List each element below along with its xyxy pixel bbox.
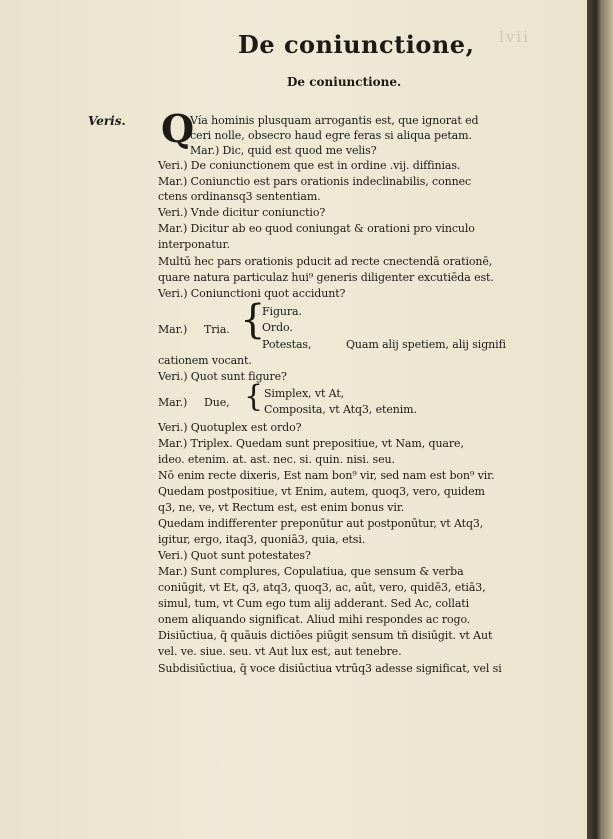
answer-text: Tria. xyxy=(204,323,230,336)
book-gutter xyxy=(587,0,613,839)
text-line: Veri.) De coniunctionem que est in ordine .vij. diffinias. xyxy=(158,159,461,172)
text-line: Veri.) Quot sunt potestates? xyxy=(158,549,311,562)
text-line: Mar.) Dic, quid est quod me velis? xyxy=(190,144,377,157)
brace-item: Figura. xyxy=(262,305,302,318)
drop-initial: Q xyxy=(161,106,195,151)
text-line: Veri.) Quot sunt figure? xyxy=(158,370,287,383)
text-line: Mar.) Triplex. Quedam sunt prepositiue, vt Nam, quare, xyxy=(158,437,464,450)
brace-glyph: { xyxy=(240,297,266,343)
text-line: Nō enim recte dixeris, Est nam bon⁹ vir, sed nam est bon⁹ vir. xyxy=(158,469,495,482)
text-line: ideo. etenim. at. ast. nec. si. quin. nisi. seu. xyxy=(158,453,395,466)
text-line: interponatur. xyxy=(158,238,230,251)
text-line: Quam alij spetiem, alij signifi xyxy=(346,338,506,351)
brace-item: Ordo. xyxy=(262,321,293,334)
text-line: Quedam postpositiue, vt Enim, autem, quoq3, vero, quidem xyxy=(158,485,485,498)
text-line: Mar.) Dicitur ab eo quod coniungat & orationi pro vinculo xyxy=(158,222,475,235)
brace-item: Potestas, xyxy=(262,338,312,351)
text-line: ceri nolle, obsecro haud egre feras si aliqua petam. xyxy=(190,129,472,142)
text-line: ctens ordinansq3 sententiam. xyxy=(158,190,321,203)
speaker-label: Mar.) xyxy=(158,396,188,409)
text-line: coniūgit, vt Et, q3, atq3, quoq3, ac, aūt, vero, quidē3, etiā3, xyxy=(158,581,486,594)
text-line: cationem vocant. xyxy=(158,354,252,367)
text-line: Disiūctiua, q̄ quāuis dictiōes piūgit sensum tñ disiūgit. vt Aut xyxy=(158,629,493,642)
text-line: Veri.) Vnde dicitur coniunctio? xyxy=(158,206,326,219)
text-line: Quedam indifferenter preponūtur aut postponūtur, vt Atq3, xyxy=(158,517,484,530)
answer-text: Due, xyxy=(204,396,230,409)
text-line: Mar.) Coniunctio est pars orationis indeclinabilis, connec xyxy=(158,175,472,188)
folio-number: lvii xyxy=(499,28,530,46)
text-line: Multū hec pars orationis pducit ad recte cnectendā orationē, xyxy=(158,255,493,268)
text-line: simul, tum, vt Cum ego tum alij adderant. Sed Ac, collati xyxy=(158,597,470,610)
margin-speaker-label: Veris. xyxy=(88,114,126,128)
text-line: Veri.) Quotuplex est ordo? xyxy=(158,421,302,434)
brace-item: Simplex, vt At, xyxy=(264,387,345,400)
speaker-label: Mar.) xyxy=(158,323,188,336)
section-title: De coniunctione. xyxy=(287,75,402,89)
text-line: Vía hominis plusquam arrogantis est, que ignorat ed xyxy=(190,114,479,127)
text-line: igitur, ergo, itaq3, quoniā3, quia, etsi. xyxy=(158,533,366,546)
text-line: quare natura particulaz hui⁹ generis diligenter excutiēda est. xyxy=(158,271,494,284)
text-line: onem aliquando significat. Aliud mihi respondes ac rogo. xyxy=(158,613,471,626)
text-line: Subdisiūctiua, q̄ voce disiūctiua vtrūq3 adesse significat, vel si xyxy=(158,662,502,675)
text-line: Mar.) Sunt complures, Copulatiua, que sensum & verba xyxy=(158,565,464,578)
brace-glyph: { xyxy=(244,379,264,414)
running-head: De coniunctione, xyxy=(238,30,475,59)
brace-item: Composita, vt Atq3, etenim. xyxy=(264,403,417,416)
text-line: q3, ne, ve, vt Rectum est, est enim bonus vir. xyxy=(158,501,405,514)
text-line: vel. ve. siue. seu. vt Aut lux est, aut tenebre. xyxy=(158,645,402,658)
text-line: Veri.) Coniunctioni quot accidunt? xyxy=(158,287,346,300)
